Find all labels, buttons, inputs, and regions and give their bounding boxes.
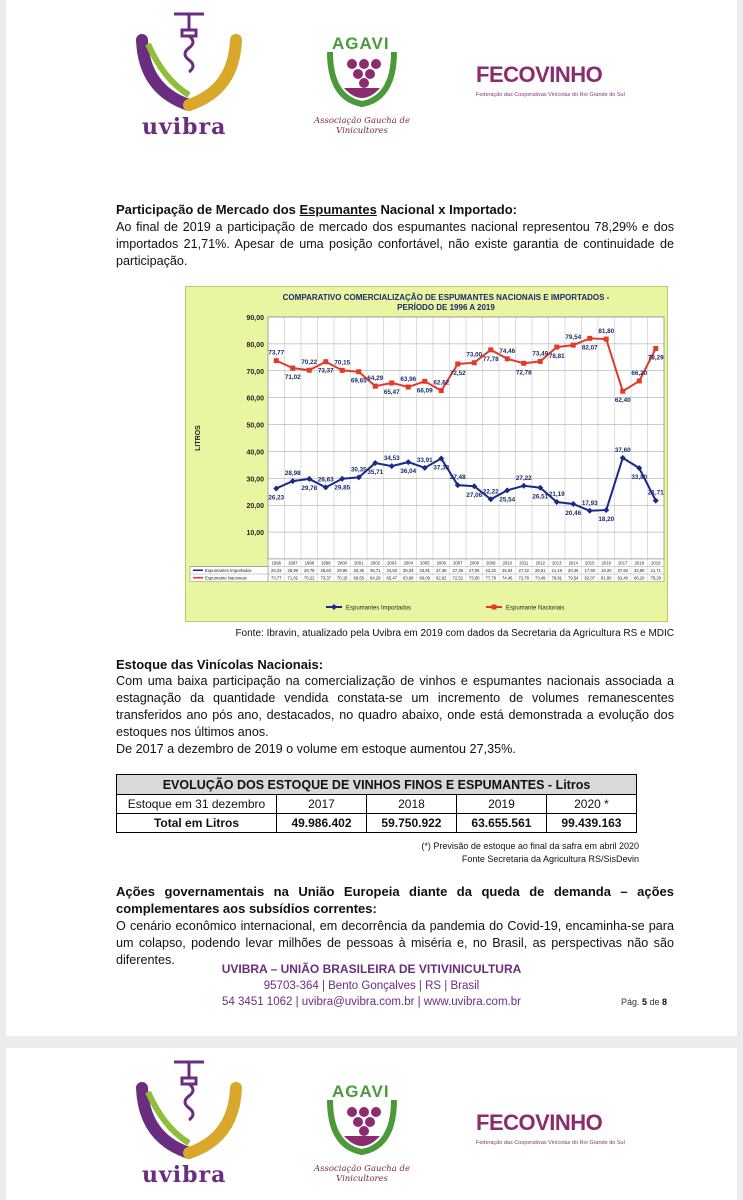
data-table-value: 65,47 [386, 575, 397, 581]
x-tick-label: 2003 [387, 560, 397, 566]
y-tick-label: 50,00 [246, 422, 264, 430]
x-tick-label: 2001 [354, 560, 364, 566]
y-tick-label: 10,00 [246, 530, 264, 538]
uvibra-emblem-icon [134, 1058, 244, 1163]
data-table-value: 21,71 [650, 568, 661, 573]
total-cell: 49.986.402 [277, 814, 367, 833]
agavi-subtitle: Associação Gaucha de Vinicultores [314, 116, 410, 136]
fecovinho-logo [476, 1110, 625, 1154]
data-point [422, 379, 427, 384]
data-label: 37,60 [614, 446, 631, 454]
legend-marker-nacionais [492, 605, 497, 610]
data-label: 63,96 [400, 376, 417, 384]
data-label: 79,54 [565, 334, 582, 342]
x-tick-label: 2008 [469, 560, 479, 566]
data-table-value: 62,62 [436, 575, 447, 581]
data-table-value: 71,02 [287, 575, 298, 581]
data-table-value: 73,77 [271, 575, 282, 581]
data-label: 27,48 [449, 474, 466, 482]
data-table-value: 77,78 [485, 575, 496, 581]
data-point [307, 368, 312, 373]
legend-marker-importados [331, 604, 337, 610]
data-table-value: 22,22 [485, 568, 496, 573]
data-label: 65,47 [383, 388, 400, 396]
data-label: 62,62 [433, 379, 450, 387]
data-label: 25,54 [499, 496, 516, 504]
x-tick-label: 1999 [321, 560, 331, 566]
y-tick-label: 60,00 [246, 395, 264, 403]
y-tick-label: 40,00 [246, 449, 264, 457]
data-point [323, 359, 328, 364]
data-label: 71,02 [284, 374, 301, 382]
fecovinho-subtitle: Federação das Cooperativas Vinícolas do Rio Grande do Sul [476, 92, 625, 98]
grape-glass-icon [324, 48, 400, 114]
data-table-value: 82,07 [584, 575, 595, 581]
x-tick-label: 2007 [453, 560, 463, 566]
stock-paragraph: Com uma baixa participação na comercialização de vinhos e espumantes nacionais associada a estagnação da quantidade vendida constata-se um incremento de volumes remanescentes transferidos ano pós ano, destacados, no quadro abaixo, onde está demonstrada a evolução dos estoques nos últimos anos. [116, 674, 674, 739]
x-tick-label: 2019 [651, 560, 661, 566]
data-table-value: 74,46 [502, 575, 513, 581]
x-tick-label: 2010 [502, 560, 512, 566]
data-point [554, 345, 559, 350]
data-label: 22,22 [482, 488, 499, 496]
data-label: 33,80 [631, 474, 648, 482]
data-point [274, 358, 279, 363]
data-table-value: 20,46 [568, 568, 579, 573]
x-tick-label: 2000 [337, 560, 347, 566]
data-table-value: 35,71 [370, 568, 381, 573]
data-label: 66,09 [416, 387, 433, 395]
data-table-value: 37,38 [436, 568, 447, 573]
data-point [472, 360, 477, 365]
data-label: 28,98 [284, 470, 301, 478]
data-table-series-name: Espumantes Importados [205, 568, 252, 573]
eu-actions-heading: Ações governamentais na União Europeia diante da queda de demanda – ações complementares aos subsídios correntes: [116, 884, 674, 916]
chart-title: PERÍODO DE 1996 A 2019 [397, 303, 495, 312]
stock-row-label: Estoque em 31 dezembro [117, 795, 277, 814]
data-table-value: 69,65 [353, 575, 364, 581]
x-tick-label: 2012 [535, 560, 545, 566]
data-label: 73,77 [268, 349, 285, 357]
uvibra-logo [134, 1058, 244, 1188]
stock-paragraph-2: De 2017 a dezembro de 2019 o volume em estoque aumentou 27,35%. [116, 742, 516, 756]
agavi-wordmark: AGAVI [332, 34, 390, 53]
chart-source: Fonte: Ibravin, atualizado pela Uvibra em 2019 com dados da Secretaria da Agricultura RS e MDIC [235, 628, 674, 639]
data-table-value: 26,51 [535, 568, 546, 573]
agavi-wordmark: AGAVI [332, 1082, 390, 1101]
y-tick-label: 30,00 [246, 476, 264, 484]
data-label: 29,78 [301, 484, 318, 492]
data-label: 73,49 [532, 350, 549, 358]
data-table-value: 66,20 [634, 575, 645, 581]
data-table-value: 17,93 [584, 568, 595, 573]
data-point [653, 346, 658, 351]
data-label: 35,71 [367, 468, 384, 476]
data-label: 37,38 [433, 464, 450, 472]
x-tick-label: 1997 [288, 560, 298, 566]
data-table-value: 70,15 [337, 575, 348, 581]
y-tick-label: 20,00 [246, 503, 264, 511]
data-label: 26,63 [317, 476, 334, 484]
data-label: 17,93 [581, 499, 598, 507]
data-label: 33,91 [416, 456, 433, 464]
stock-table-total-row [117, 814, 637, 833]
data-point [538, 359, 543, 364]
uvibra-wordmark: uvibra [142, 1162, 227, 1188]
stock-table-years-row [117, 795, 637, 814]
x-tick-label: 1998 [304, 560, 314, 566]
grape-glass-icon [324, 1096, 400, 1162]
data-point [604, 337, 609, 342]
data-label: 64,29 [367, 375, 384, 383]
data-point [571, 343, 576, 348]
data-label: 74,46 [499, 347, 516, 355]
data-label: 72,78 [515, 369, 532, 377]
market-share-heading: Participação de Mercado dos Espumantes Nacional x Importado: [116, 202, 517, 217]
data-point [620, 389, 625, 394]
data-point [521, 361, 526, 366]
eu-actions-paragraph: O cenário econômico internacional, em decorrência da pandemia do Covid-19, encaminha-se para um colapso, podendo levar milhões de pessoas à miséria e, no Brasil, as perspectivas não são diferentes. [116, 919, 674, 967]
data-point [587, 336, 592, 341]
data-table-value: 29,78 [304, 568, 315, 573]
y-tick-label: 80,00 [246, 341, 264, 349]
x-tick-label: 2017 [618, 560, 628, 566]
data-label: 77,78 [482, 355, 499, 363]
data-table-value: 70,22 [304, 575, 315, 581]
data-table-value: 33,80 [634, 568, 645, 573]
data-point [290, 366, 295, 371]
data-point [340, 368, 345, 373]
data-table-value: 18,20 [601, 568, 612, 573]
data-label: 27,22 [515, 474, 532, 482]
data-table-value: 21,19 [551, 568, 562, 573]
agavi-logo [302, 1082, 422, 1182]
header-logos-next [6, 1048, 737, 1198]
data-label: 29,85 [334, 484, 351, 492]
data-table-value: 28,98 [287, 568, 298, 573]
data-label: 81,80 [598, 328, 615, 336]
data-label: 72,52 [449, 370, 466, 378]
data-table-value: 72,52 [452, 575, 463, 581]
data-table-value: 73,37 [320, 575, 331, 581]
y-tick-label: 70,00 [246, 368, 264, 376]
data-point [488, 347, 493, 352]
x-tick-label: 1996 [271, 560, 281, 566]
stock-table-title: EVOLUÇÃO DOS ESTOQUE DE VINHOS FINOS E ESPUMANTES - Litros [117, 775, 637, 795]
data-label: 73,00 [466, 351, 483, 359]
x-tick-label: 2009 [486, 560, 496, 566]
data-table-value: 78,29 [650, 575, 661, 581]
x-tick-label: 2004 [403, 560, 413, 566]
legend-label-importados: Espumantes Importados [346, 605, 412, 612]
data-label: 26,23 [268, 494, 285, 502]
stock-table [116, 774, 637, 833]
data-point [406, 385, 411, 390]
data-table-value: 29,85 [337, 568, 348, 573]
data-table-value: 26,23 [271, 568, 282, 573]
y-axis-label: LITROS [195, 425, 202, 451]
x-tick-label: 2016 [601, 560, 611, 566]
uvibra-emblem-icon [134, 10, 244, 115]
data-label: 78,81 [548, 353, 565, 361]
market-share-paragraph: Ao final de 2019 a participação de mercado dos espumantes nacional representou 78,29% e dos importados 21,71%. Apesar de uma posição confortável, não existe garantia de continuidade de participação. [116, 220, 674, 268]
x-tick-label: 2018 [634, 560, 644, 566]
data-label: 70,15 [334, 359, 351, 367]
agavi-logo [302, 34, 422, 134]
data-point [373, 384, 378, 389]
data-point [389, 380, 394, 385]
x-tick-label: 2015 [585, 560, 595, 566]
fecovinho-wordmark: FECOVINHO [476, 62, 603, 87]
data-table-value: 30,35 [353, 568, 364, 573]
x-tick-label: 2013 [552, 560, 562, 566]
data-label: 26,51 [532, 493, 549, 501]
data-table-value: 62,40 [617, 575, 628, 581]
data-label: 30,35 [350, 466, 367, 474]
fecovinho-logo [476, 62, 625, 106]
data-label: 69,65 [350, 377, 367, 385]
data-point [439, 388, 444, 393]
fecovinho-subtitle: Federação das Cooperativas Vinícolas do Rio Grande do Sul [476, 1140, 625, 1146]
data-table-value: 27,06 [469, 568, 480, 573]
year-cell: 2018 [366, 795, 456, 814]
data-point [356, 369, 361, 374]
data-label: 36,04 [400, 468, 417, 476]
data-point [455, 362, 460, 367]
page-number: Pág. 5 de 8 [620, 997, 667, 1007]
stock-heading: Estoque das Vinícolas Nacionais: [116, 657, 324, 672]
data-table-value: 79,54 [568, 575, 579, 581]
x-tick-label: 2014 [568, 560, 578, 566]
chart-svg [186, 287, 669, 623]
data-label: 21,71 [647, 489, 664, 497]
uvibra-wordmark: uvibra [142, 114, 227, 140]
footer-contact: 54 3451 1062 | uvibra@uvibra.com.br | www.uvibra.com.br [222, 996, 521, 1008]
data-label: 34,53 [383, 455, 400, 463]
legend-label-nacionais: Espumante Nacionais [506, 605, 565, 612]
data-table-value: 66,09 [419, 575, 430, 581]
data-label: 62,40 [614, 397, 631, 405]
agavi-subtitle: Associação Gaucha de Vinicultores [314, 1164, 410, 1184]
chart-title: COMPARATIVO COMERCIALIZAÇÃO DE ESPUMANTES NACIONAIS E IMPORTADOS - [282, 293, 610, 302]
x-tick-label: 2005 [420, 560, 430, 566]
data-table-value: 34,53 [386, 568, 397, 573]
next-document-page [6, 1048, 737, 1200]
data-table-value: 27,48 [452, 568, 463, 573]
total-cell: 99.439.163 [546, 814, 636, 833]
data-table-value: 26,63 [320, 568, 331, 573]
data-label: 27,06 [466, 492, 483, 500]
document-page [6, 0, 737, 1036]
data-table-value: 33,91 [419, 568, 430, 573]
table-note: (*) Previsão de estoque ao final da safra em abril 2020 [421, 841, 639, 851]
data-label: 78,29 [647, 354, 664, 362]
data-table-value: 81,80 [601, 575, 612, 581]
x-tick-label: 2011 [519, 560, 529, 566]
data-table-value: 73,49 [535, 575, 546, 581]
data-label: 73,37 [317, 367, 334, 375]
table-source: Fonte Secretaria da Agricultura RS/SisDevin [461, 854, 639, 864]
total-cell: 63.655.561 [456, 814, 546, 833]
data-point [505, 356, 510, 361]
data-table-value: 27,22 [518, 568, 529, 573]
footer-address: 95703-364 | Bento Gonçalves | RS | Brasil [263, 980, 480, 992]
data-table-series-name: Espumante Nacionais [205, 575, 247, 581]
x-tick-label: 2002 [370, 560, 380, 566]
total-cell: 59.750.922 [366, 814, 456, 833]
year-cell: 2020 * [546, 795, 636, 814]
data-label: 82,07 [581, 344, 598, 352]
header-logos [6, 0, 737, 150]
data-label: 70,22 [301, 359, 318, 367]
data-label: 20,46 [565, 509, 582, 517]
data-table-value: 73,00 [469, 575, 480, 581]
data-table-value: 25,54 [502, 568, 513, 573]
data-label: 66,20 [631, 369, 648, 377]
data-table-value: 63,96 [403, 575, 414, 581]
total-label: Total em Litros [117, 814, 277, 833]
uvibra-logo [134, 10, 244, 140]
data-table-value: 72,78 [518, 575, 529, 581]
year-cell: 2019 [456, 795, 546, 814]
x-tick-label: 2006 [436, 560, 446, 566]
data-table-value: 36,04 [403, 568, 414, 573]
sparkling-comparison-chart [185, 286, 668, 622]
data-label: 18,20 [598, 516, 615, 524]
footer-org-name: UVIBRA – UNIÃO BRASILEIRA DE VITIVINICULTURA [221, 962, 522, 976]
data-point [637, 378, 642, 383]
y-tick-label: 90,00 [246, 315, 264, 322]
data-table-value: 64,29 [370, 575, 381, 581]
fecovinho-wordmark: FECOVINHO [476, 1110, 603, 1135]
data-table-value: 37,60 [617, 568, 628, 573]
data-label: 21,19 [548, 491, 565, 499]
year-cell: 2017 [277, 795, 367, 814]
data-table-value: 78,81 [551, 575, 562, 581]
